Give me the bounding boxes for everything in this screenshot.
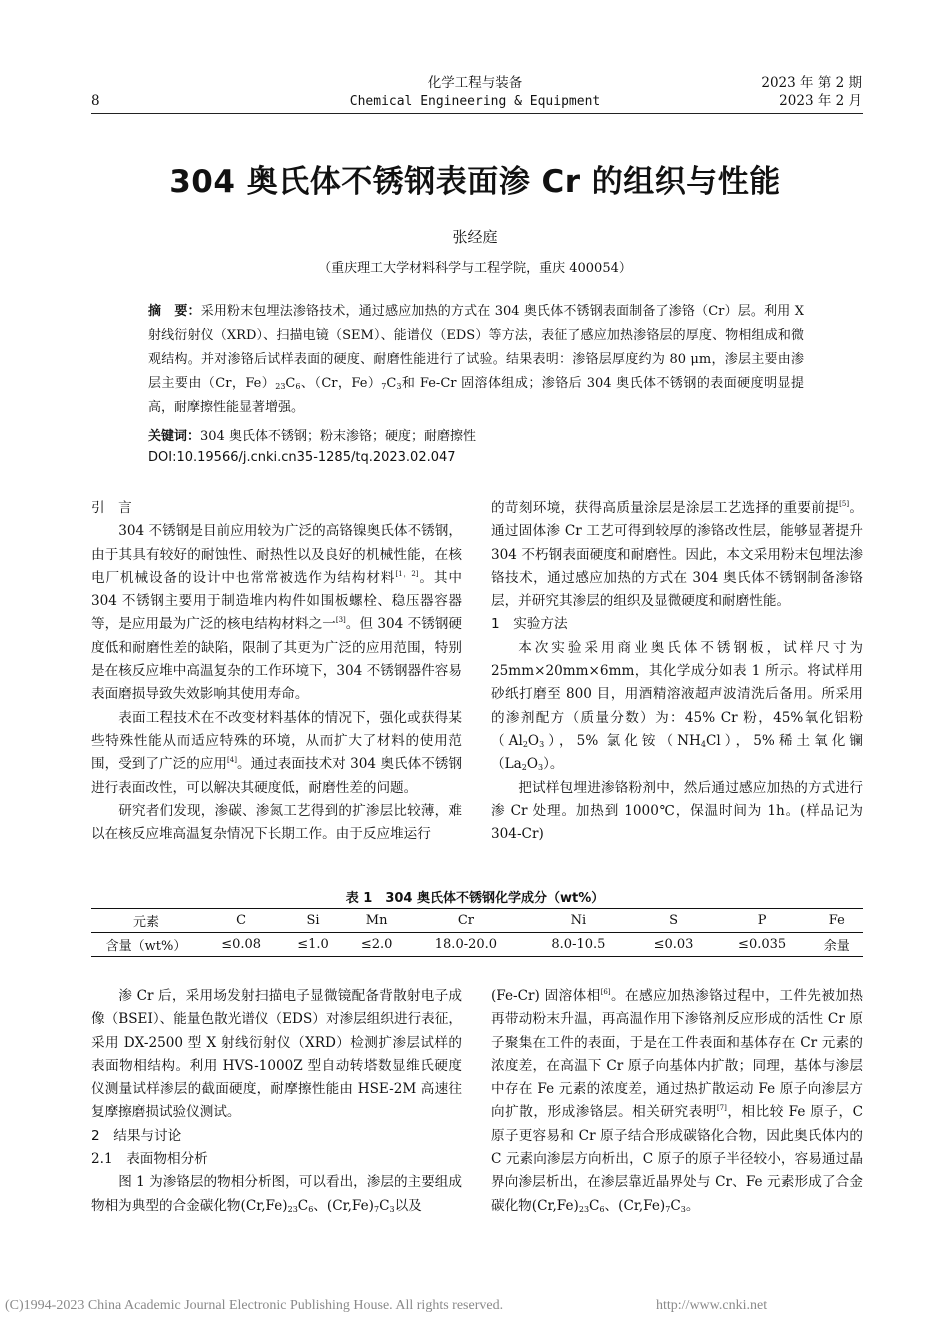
- abstract-text: 采用粉末包埋法渗铬技术，通过感应加热的方式在 304 奥氏体不锈钢表面制备了渗铬（Cr）层。利用 X 射线衍射仪（XRD）、扫描电镜（SEM）、能谱仪（EDS）等方法，表征了感应加热渗铬层的厚度、物相组成和微观结构。并对渗铬后试样表面的硬度、耐磨性能进行了试验。结果表明：渗铬层厚度约为 80 μm，渗层主要由渗层主要由（Cr，Fe）: [148, 304, 804, 391]
- text: C: [379, 1197, 390, 1214]
- text: 的苛刻环境，获得高质量涂层是涂层工艺选择的重要前提: [491, 500, 840, 516]
- sub: 7: [373, 1204, 380, 1214]
- sub: 2: [522, 739, 528, 749]
- table-row: [91, 933, 863, 957]
- text: 。在感应加热渗铬过程中，工件先被加热再带动粉末升温，再高温作用下渗铬剂反应形成的活性 Cr 原子聚集在工件的表面，于是在工件表面和基体存在 Cr 元素的浓度差，在高温下 Cr 原子向基体内扩散；同理，基体与渗层中存在 Fe 元素的浓度差，通过热扩散运动 Fe 原子向渗层方向扩散，形成渗铬层。相关研究表明: [491, 988, 863, 1121]
- right-column-bottom: [491, 985, 863, 1218]
- table-cell: 余量: [811, 933, 863, 957]
- keywords-label: 关键词：: [148, 429, 201, 444]
- journal-title-cn: 化学工程与装备: [427, 75, 523, 91]
- abstract-text: C: [386, 376, 397, 391]
- copyright-footer: (C)1994-2023 China Academic Journal Electronic Publishing House. All rights reserved.: [5, 1298, 504, 1313]
- table-cell: ≤1.0: [281, 933, 345, 957]
- table-header: Si: [281, 909, 345, 933]
- abstract-label: 摘 要：: [148, 304, 201, 319]
- table-header: Mn: [345, 909, 409, 933]
- text: O: [527, 732, 540, 749]
- table-cell: 8.0-10.5: [523, 933, 633, 957]
- keywords: [148, 425, 476, 444]
- sub: 3: [537, 763, 544, 773]
- table-cell: ≤2.0: [345, 933, 409, 957]
- section-heading-2-1: 2.1 表面物相分析: [91, 1151, 208, 1168]
- table-caption: 表 1 304 奥氏体不锈钢化学成分（wt%）: [345, 891, 605, 906]
- citation: [6]: [600, 988, 611, 996]
- text: 图 1 为渗铬层的物相分析图，可以看出，渗层的主要组成物相为典型的合金碳化物(Cr,Fe): [91, 1174, 462, 1214]
- page-number: 8: [91, 93, 100, 109]
- sub: 23: [578, 1204, 590, 1214]
- table-header: Cr: [408, 909, 523, 933]
- text: O: [526, 756, 538, 773]
- abstract-text: 、（Cr，Fe）: [300, 376, 382, 391]
- table-header: C: [201, 909, 281, 933]
- table-header: P: [714, 909, 811, 933]
- section-heading-2: 2 结果与讨论: [91, 1127, 182, 1144]
- table-header: Fe: [811, 909, 863, 933]
- sub: 4: [700, 739, 706, 749]
- table-cell: ≤0.035: [714, 933, 811, 957]
- author: 张经庭: [452, 228, 498, 246]
- citation: [1，2]: [395, 569, 419, 578]
- text: C: [670, 1197, 681, 1214]
- paragraph: 把试样包埋进渗铬粉剂中，然后通过感应加热的方式进行渗 Cr 处理。加热到 1000℃，保温时间为 1h。(样品记为 304-Cr): [491, 779, 863, 843]
- citation: [7]: [716, 1104, 727, 1113]
- sub: 23: [287, 1204, 298, 1214]
- text: ，相比较 Fe 原子，C 原子更容易和 Cr 原子结合形成碳铬化合物，因此奥氏体内的 C 元素向渗层方向析出，C 原子的原子半径较小，容易通过晶界向渗层析出，在渗层靠近晶界处与 Cr、Fe 元素形成了合金碳化物(Cr,Fe): [491, 1104, 864, 1214]
- sub: 2: [521, 763, 527, 773]
- sub: 3: [680, 1204, 686, 1214]
- paragraph: 渗 Cr 后，采用场发射扫描电子显微镜配备背散射电子成像（BSEI）、能量色散光谱仪（EDS）对渗层组织进行表征，采用 DX-2500 型 X 射线衍射仪（XRD）检测扩渗层试样的表面物相结构。利用 HVS-1000Z 型自动转塔数显维氏硬度仪测量试样渗层的截面硬度，耐摩擦性能由 HSE-2M 高速往复摩擦磨损试验仪测试。: [91, 988, 462, 1121]
- sub: 7: [665, 1204, 671, 1214]
- header-rule: [91, 113, 863, 114]
- text: ），5% 氯化铵（NH: [544, 732, 701, 749]
- paragraph: [91, 1171, 462, 1218]
- citation: [3]: [335, 616, 346, 625]
- journal-title-en: Chemical Engineering & Equipment: [349, 94, 601, 109]
- left-column-top: [91, 497, 462, 846]
- sub: 23: [275, 382, 286, 391]
- cnki-link[interactable]: http://www.cnki.net: [656, 1298, 768, 1313]
- text: 。其中 304 不锈钢主要用于制造堆内构件如围板螺栓、稳压器容器等，是应用最为广泛的核电结构材料之一: [91, 569, 463, 633]
- text: C: [589, 1197, 600, 1214]
- text: ）。: [543, 756, 564, 773]
- table-header-row: [91, 909, 863, 933]
- paragraph: [91, 707, 462, 800]
- citation: [4]: [227, 756, 237, 765]
- abstract-text: C: [285, 376, 296, 391]
- paragraph: [491, 985, 863, 1218]
- paragraph: [491, 637, 863, 777]
- sub: 6: [295, 382, 301, 391]
- text: 表面工程技术在不改变材料基体的情况下，强化或获得某些特殊性能从而适应特殊的环境，从而扩大了材料的使用范围，受到了广泛的应用: [91, 709, 462, 773]
- citation: [5]: [839, 500, 850, 508]
- text: Cl），5%稀土氧化镧（La: [491, 732, 864, 773]
- text: (Fe-Cr) 固溶体相: [491, 988, 601, 1004]
- text: 。但 304 不锈钢硬度低和耐磨性差的缺陷，限制了其更为广泛的应用范围，特别是在核反应堆中高温复杂的工作环境下，304 不锈钢器件容易表面磨损导致失效影响其使用寿命。: [91, 616, 463, 703]
- table-cell: ≤0.03: [633, 933, 713, 957]
- section-heading-intro: 引 言: [91, 500, 132, 516]
- right-column-top: [491, 497, 863, 846]
- paragraph: [91, 520, 462, 706]
- abstract: [148, 300, 804, 420]
- issue-date: 2023 年 2 月: [779, 93, 862, 109]
- text: 、(Cr,Fe): [313, 1197, 374, 1214]
- sub: 3: [539, 739, 545, 749]
- keywords-text: 304 奥氏体不锈钢；粉末渗铬；硬度；耐磨擦性: [200, 429, 476, 444]
- table-cell: 18.0-20.0: [408, 933, 523, 957]
- doi: DOI:10.19566/j.cnki.cn35-1285/tq.2023.02.047: [148, 450, 456, 465]
- sub: 7: [381, 382, 387, 391]
- text: 。: [685, 1197, 700, 1214]
- table-header: 元素: [91, 909, 201, 933]
- sub: 6: [599, 1204, 605, 1214]
- text: 。通过表面技术对 304 奥氏体不锈钢进行表面改性，可以解决其硬度低，耐磨性差的问题。: [91, 756, 462, 796]
- text: 本次实验采用商业奥氏体不锈钢板，试样尺寸为 25mm×20mm×6mm，其化学成分如表 1 所示。将试样用砂纸打磨至 800 目，用酒精溶液超声波清洗后备用。所采用的渗剂配方（质量分数）为：45% Cr 粉，45%氧化铝粉（Al: [491, 639, 863, 749]
- table-cell: ≤0.08: [201, 933, 281, 957]
- text: C: [297, 1197, 309, 1214]
- section-heading-1: 1 实验方法: [491, 616, 568, 633]
- affiliation: （重庆理工大学材料科学与工程学院，重庆 400054）: [318, 261, 632, 276]
- left-column-bottom: [91, 985, 462, 1218]
- table-cell: 含量（wt%）: [91, 933, 201, 957]
- paper-title: 304 奥氏体不锈钢表面渗 Cr 的组织与性能: [169, 164, 781, 200]
- table-header: S: [633, 909, 713, 933]
- text: 。通过固体渗 Cr 工艺可得到较厚的渗铬改性层，能够显著提升 304 不朽钢表面硬度和耐磨性。因此，本文采用粉末包埋法渗铬技术，通过感应加热的方式在 304 奥氏体不锈钢制备渗铬层，并研究其渗层的组织及显微硬度和耐磨性能。: [491, 500, 864, 610]
- issue-label: 2023 年 第 2 期: [761, 75, 862, 91]
- sub: 3: [389, 1204, 395, 1214]
- sub: 3: [396, 382, 402, 391]
- composition-table: [91, 908, 863, 957]
- text: 以及: [394, 1197, 422, 1214]
- abstract-text: 和 Fe-Cr 固溶体组成；渗铬后 304 奥氏体不锈钢的表面硬度明显提高，耐摩擦性能显著增强。: [148, 376, 804, 415]
- paragraph: 研究者们发现，渗碳、渗氮工艺得到的扩渗层比较薄，难以在核反应堆高温复杂情况下长期工作。由于反应堆运行: [91, 802, 462, 843]
- text: 、(Cr,Fe): [604, 1197, 666, 1214]
- table-header: Ni: [523, 909, 633, 933]
- sub: 6: [308, 1204, 314, 1214]
- paragraph: [491, 497, 863, 613]
- text: 304 不锈钢是目前应用较为广泛的高铬镍奥氏体不锈钢，由于其具有较好的耐蚀性、耐热性以及良好的机械性能，在核电厂机械设备的设计中也常常被选作为结构材料: [91, 523, 462, 586]
